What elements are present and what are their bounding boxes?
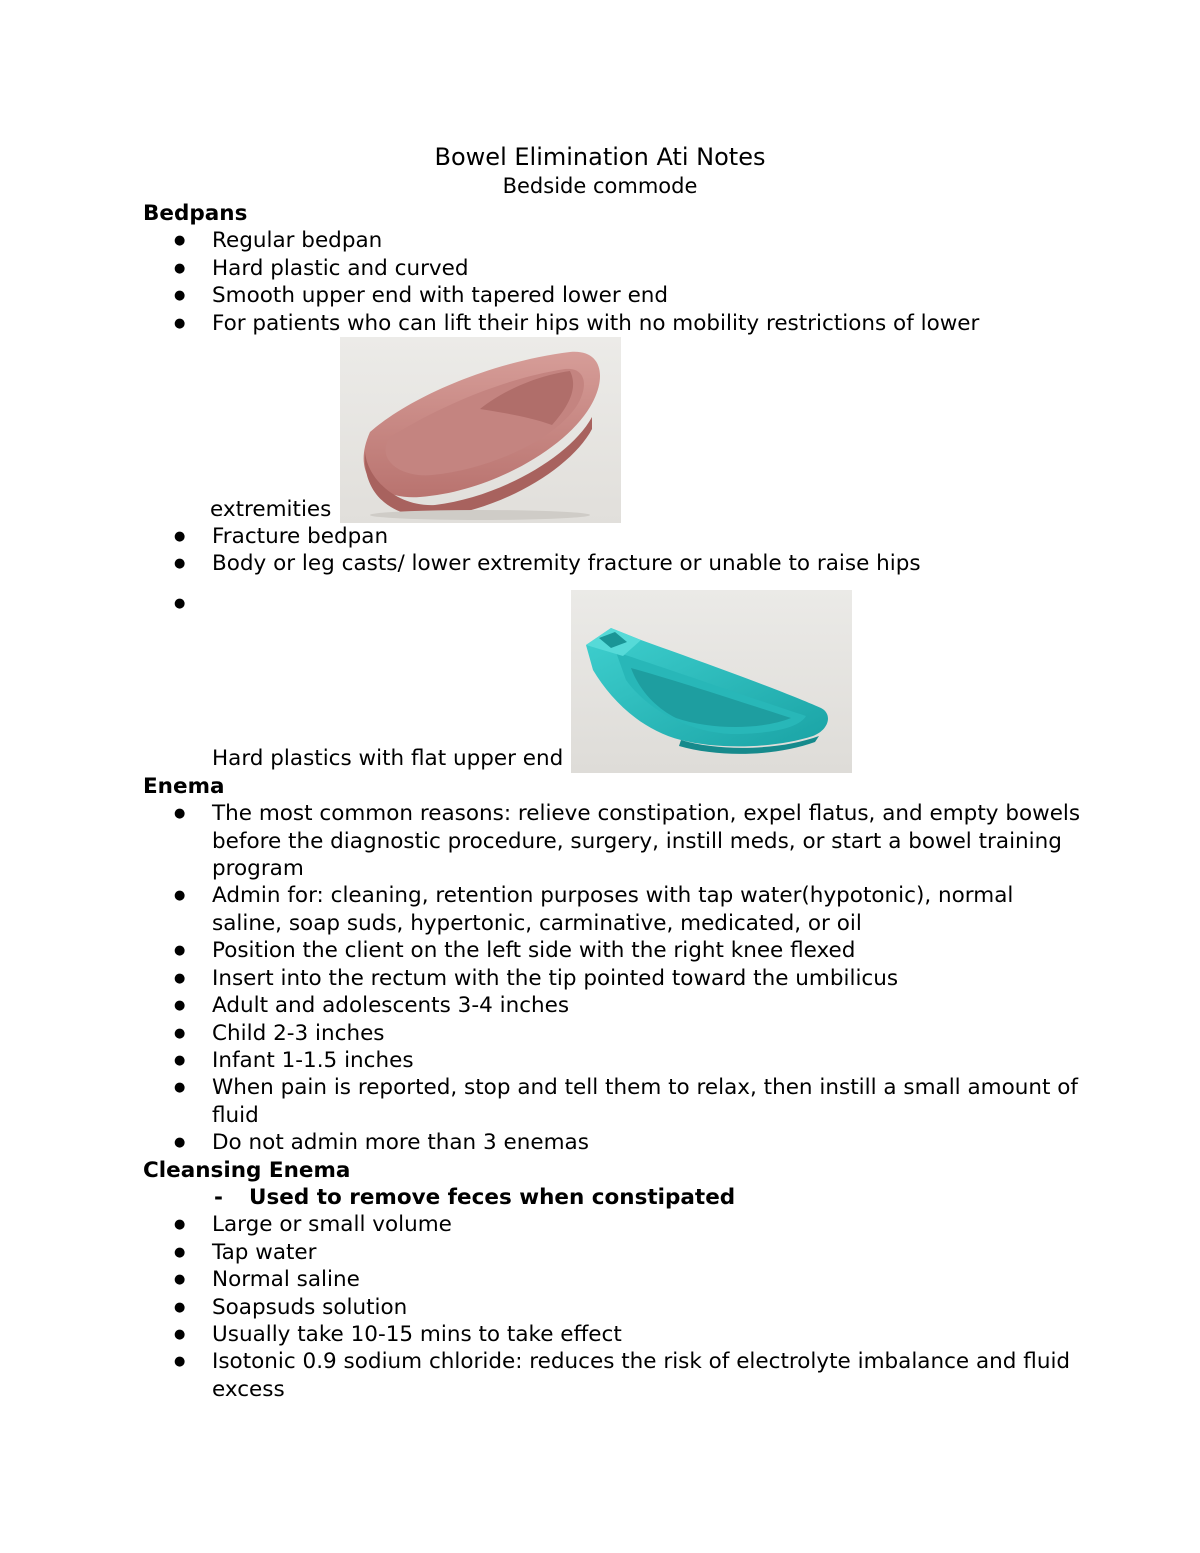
image-row bbox=[210, 337, 1083, 523]
enema-list bbox=[143, 800, 1083, 1156]
list-item: ● Large or small volume bbox=[143, 1211, 1083, 1238]
list-item: ● Soapsuds solution bbox=[143, 1294, 1083, 1321]
image-row bbox=[212, 590, 1083, 773]
list-item: ● Infant 1-1.5 inches bbox=[143, 1047, 1083, 1074]
section-heading-bedpans: Bedpans bbox=[143, 201, 248, 226]
list-item bbox=[143, 590, 1083, 773]
cleansing-enema-list bbox=[143, 1184, 1083, 1403]
list-item: ● Do not admin more than 3 enemas bbox=[143, 1129, 1083, 1156]
list-item: ● Isotonic 0.9 sodium chloride: reduces the risk of electrolyte imbalance and fluid excess bbox=[143, 1348, 1083, 1403]
list-item bbox=[143, 310, 1083, 523]
document-subtitle: Bedside commode bbox=[502, 174, 698, 198]
list-item: ● Fracture bedpan bbox=[143, 523, 1083, 550]
bedpans-list bbox=[143, 227, 1083, 772]
list-item: ● Position the client on the left side with the right knee flexed bbox=[143, 937, 1083, 964]
section-heading-enema: Enema bbox=[143, 773, 225, 799]
section-heading-cleansing-enema: Cleansing Enema bbox=[143, 1157, 351, 1183]
list-item: ● Body or leg casts/ lower extremity fracture or unable to raise hips bbox=[143, 550, 1083, 577]
list-item: ● Usually take 10-15 mins to take effect bbox=[143, 1321, 1083, 1348]
list-item: ● Hard plastic and curved bbox=[143, 255, 1083, 282]
fracture-bedpan-image bbox=[571, 590, 852, 773]
list-item: ● Admin for: cleaning, retention purposes with tap water(hypotonic), normal saline, soap suds, hypertonic, carminative, medicated, or oil bbox=[143, 882, 1083, 937]
pink-bedpan-photo-icon bbox=[340, 337, 621, 523]
list-item: ● When pain is reported, stop and tell them to relax, then instill a small amount of fluid bbox=[143, 1074, 1083, 1129]
teal-fracture-bedpan-photo-icon bbox=[571, 590, 852, 773]
list-item: ● Normal saline bbox=[143, 1266, 1083, 1293]
regular-bedpan-image bbox=[340, 337, 621, 523]
list-item: ● The most common reasons: relieve constipation, expel flatus, and empty bowels before the diagnostic procedure, surgery, instill meds, or start a bowel training program bbox=[143, 800, 1083, 882]
list-item: ● Tap water bbox=[143, 1239, 1083, 1266]
document-title: Bowel Elimination Ati Notes bbox=[434, 143, 766, 171]
list-item-text: ● Hard plastics with flat upper end bbox=[212, 746, 564, 772]
list-item: ● Smooth upper end with tapered lower end bbox=[143, 282, 1083, 309]
list-item: ● Insert into the rectum with the tip pointed toward the umbilicus bbox=[143, 965, 1083, 992]
document-body bbox=[143, 200, 1083, 1403]
dash-subheading: - Used to remove feces when constipated bbox=[143, 1184, 1083, 1211]
list-item-text: ● For patients who can lift their hips with no mobility restrictions of lower bbox=[212, 310, 980, 336]
list-item-text-continued: extremities bbox=[210, 496, 332, 522]
list-item: ● Regular bedpan bbox=[143, 227, 1083, 254]
list-item: ● Adult and adolescents 3-4 inches bbox=[143, 992, 1083, 1019]
list-item: ● Child 2-3 inches bbox=[143, 1020, 1083, 1047]
